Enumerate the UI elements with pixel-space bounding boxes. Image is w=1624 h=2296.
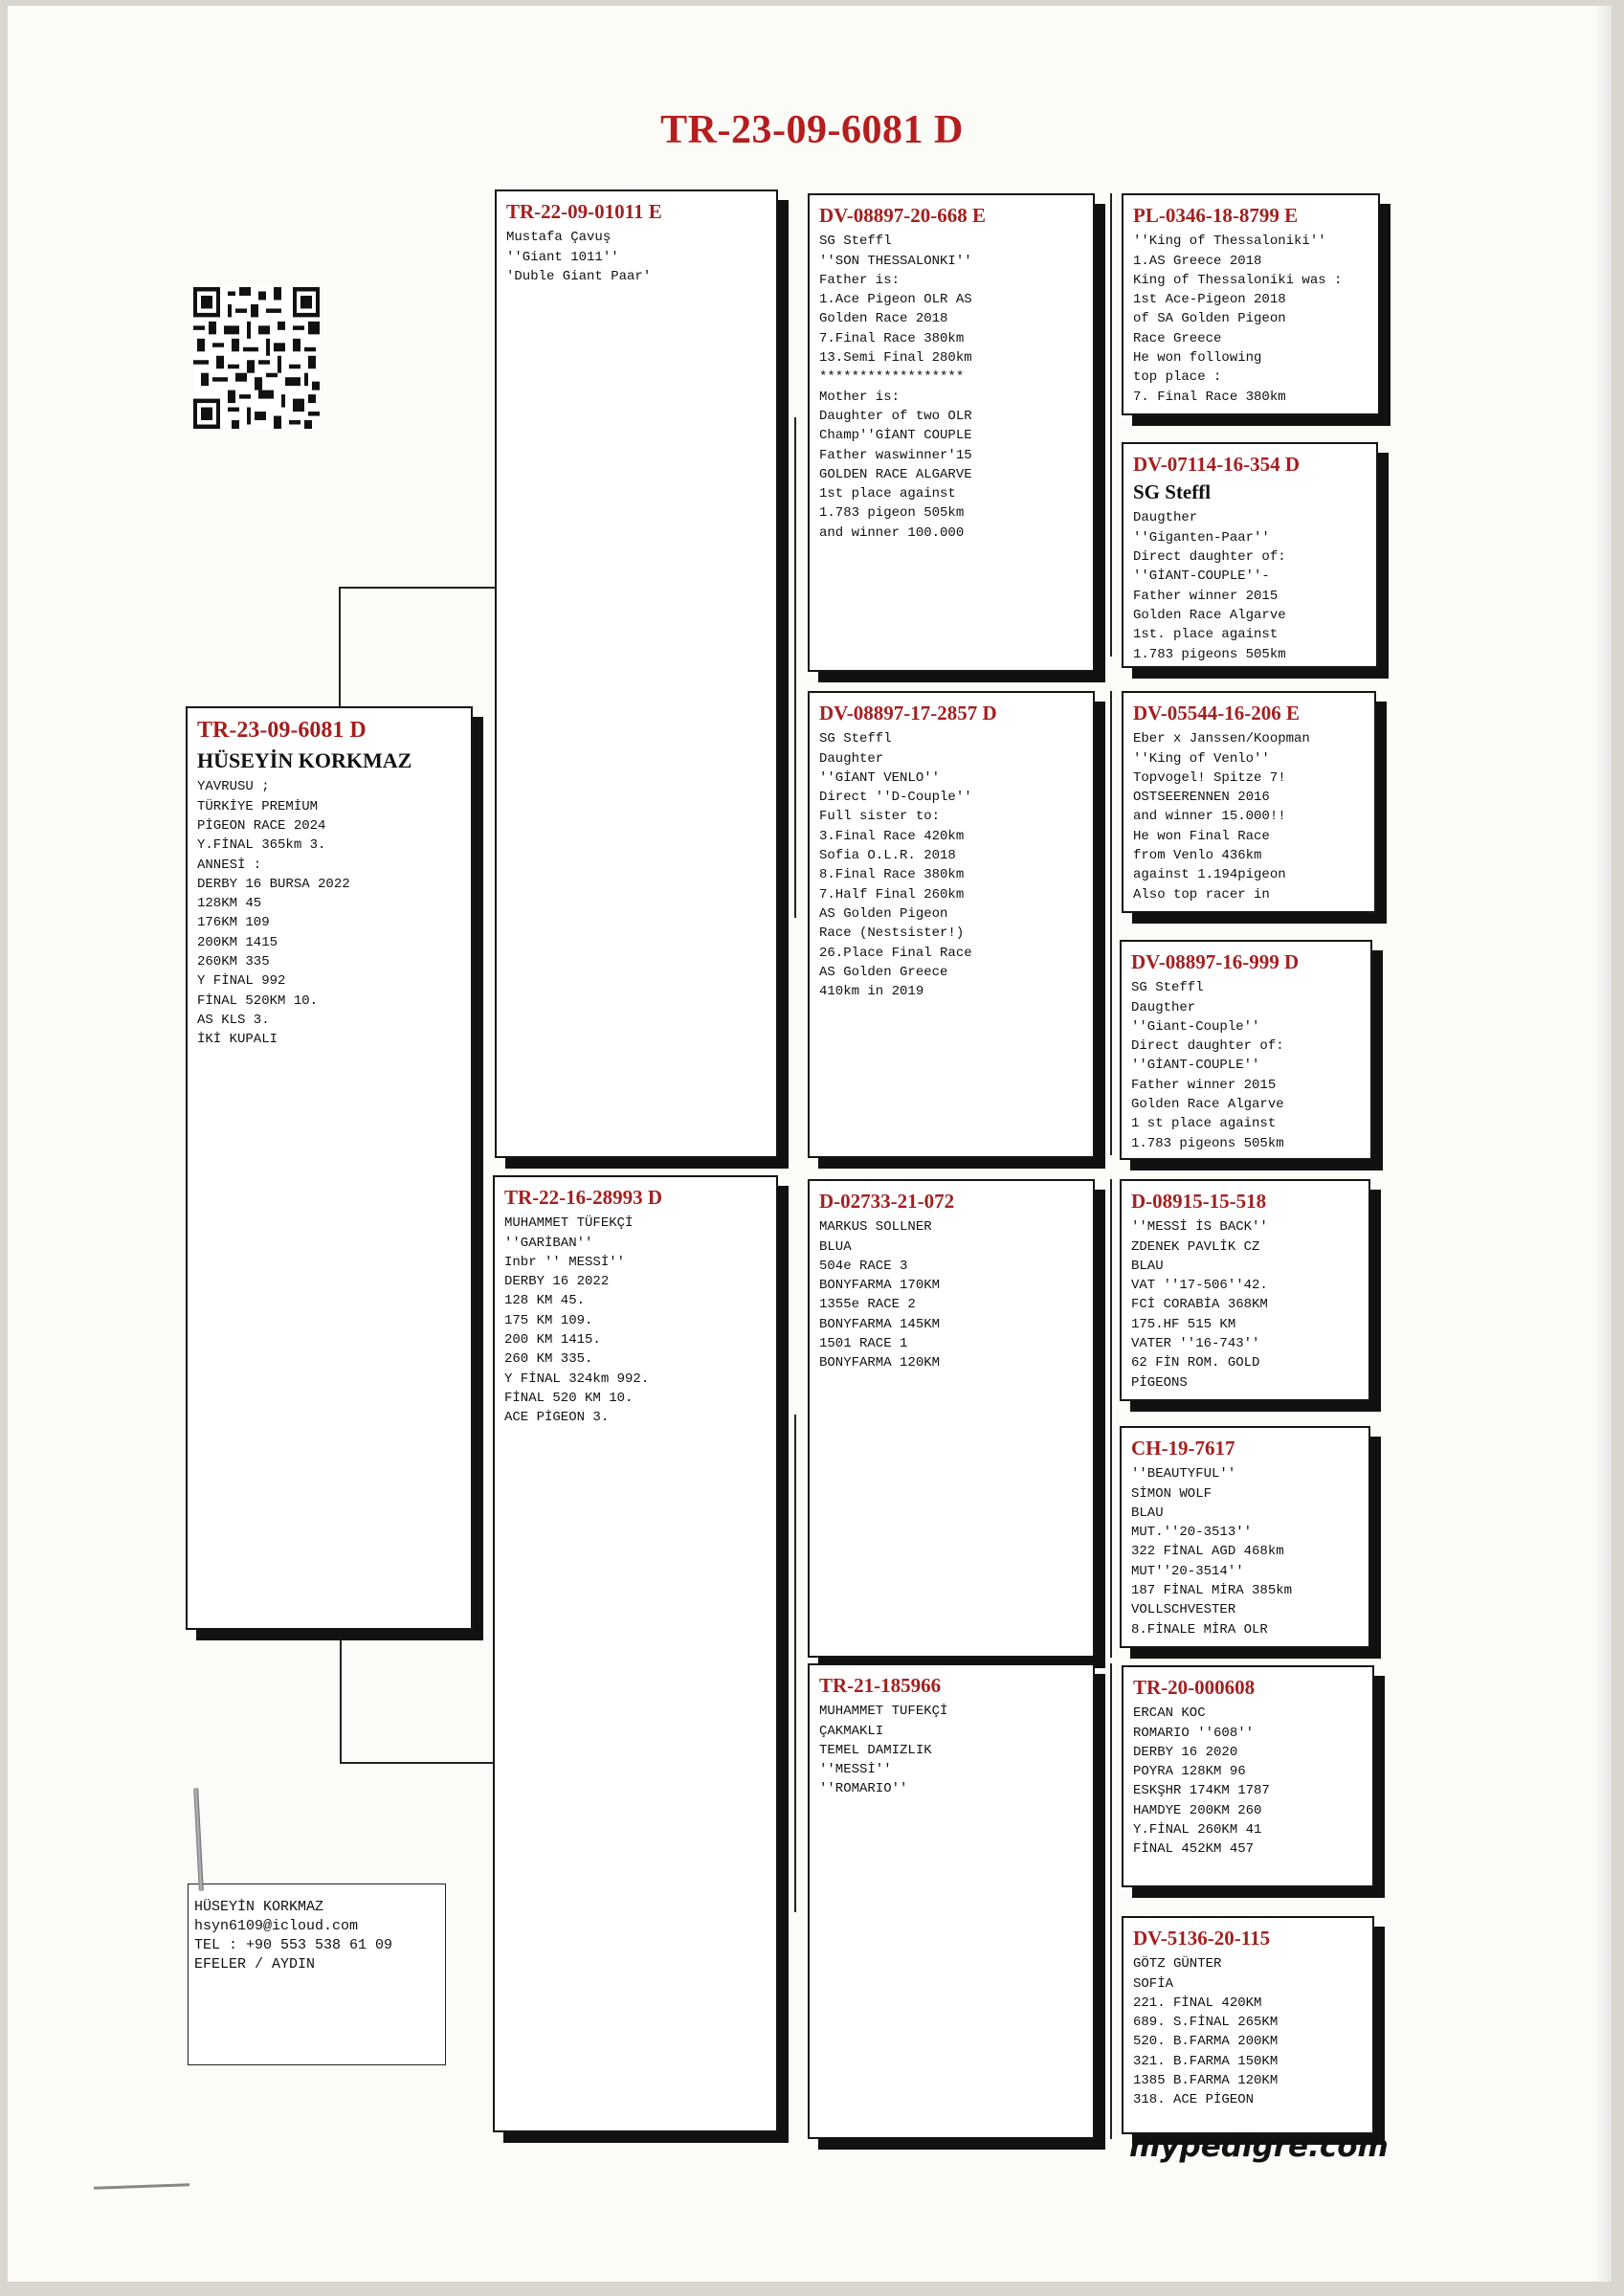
dam-dam-card[interactable] bbox=[808, 1663, 1095, 2139]
info-line: 200 KM 1415. bbox=[504, 1332, 601, 1349]
sss-info bbox=[1133, 232, 1368, 407]
info-line: AS KLS 3. bbox=[197, 1012, 270, 1028]
info-line: DERBY 16 2020 bbox=[1133, 1744, 1238, 1760]
info-line: SG Steffl bbox=[819, 731, 892, 747]
info-line: DERBY 16 2022 bbox=[504, 1274, 610, 1290]
info-line: VATER ''16-743'' bbox=[1131, 1336, 1260, 1352]
info-line: Golden Race 2018 bbox=[819, 311, 948, 327]
info-line: Direct daughter of: bbox=[1131, 1038, 1284, 1055]
info-line: VOLLSCHVESTER bbox=[1131, 1602, 1236, 1618]
info-line: of SA Golden Pigeon bbox=[1133, 311, 1286, 327]
subject-card[interactable] bbox=[186, 706, 473, 1630]
dam-card[interactable] bbox=[493, 1175, 778, 2132]
info-line: hsyn6109@icloud.com bbox=[194, 1918, 359, 1934]
info-line: Also top racer in bbox=[1133, 886, 1270, 903]
dss-ring-number: D-08915-15-518 bbox=[1131, 1190, 1267, 1213]
info-line: and winner 15.000!! bbox=[1133, 809, 1286, 825]
info-line: Mustafa Çavuş bbox=[506, 230, 612, 246]
info-line: BLUA bbox=[819, 1238, 852, 1255]
sire-sire-card[interactable] bbox=[808, 193, 1095, 672]
breeder-contact-card bbox=[188, 1884, 446, 2065]
sire-dam-ring-number: DV-08897-17-2857 D bbox=[819, 702, 997, 724]
connector-subject-sire-v bbox=[339, 587, 341, 706]
info-line: Y FİNAL 992 bbox=[197, 973, 286, 990]
info-line: Race Greece bbox=[1133, 330, 1222, 346]
info-line: 1 st place against bbox=[1131, 1116, 1277, 1132]
sire-info bbox=[506, 228, 767, 286]
connector-dam-v bbox=[794, 1415, 796, 1912]
info-line: VAT ''17-506''42. bbox=[1131, 1278, 1268, 1294]
info-line: FİNAL 520 KM 10. bbox=[504, 1390, 634, 1406]
dam-sire-dam-card[interactable] bbox=[1120, 1426, 1370, 1648]
info-line: BLAU bbox=[1131, 1505, 1164, 1521]
info-line: Champ''GİANT COUPLE bbox=[819, 428, 972, 444]
dam-sire-ring-number: D-02733-21-072 bbox=[819, 1190, 955, 1213]
info-line: Father waswinner'15 bbox=[819, 447, 972, 463]
info-line: PİGEONS bbox=[1131, 1374, 1188, 1391]
info-line: ''MESSİ İS BACK'' bbox=[1131, 1219, 1268, 1236]
info-line: ''GİANT-COUPLE''- bbox=[1133, 568, 1270, 585]
info-line: 7. Final Race 380km bbox=[1133, 389, 1286, 405]
info-line: HÜSEYİN KORKMAZ bbox=[194, 1899, 324, 1915]
info-line: 321. B.FARMA 150KM bbox=[1133, 2053, 1279, 2069]
info-line: SG Steffl bbox=[819, 234, 892, 250]
dam-ring-number: TR-22-16-28993 D bbox=[504, 1186, 663, 1209]
dss-info bbox=[1131, 1217, 1359, 1393]
ddd-ring-number: DV-5136-20-115 bbox=[1133, 1927, 1271, 1950]
sds-info bbox=[1133, 729, 1365, 904]
ssd-info bbox=[1133, 508, 1367, 663]
info-line: ''Giant 1011'' bbox=[506, 249, 619, 265]
info-line: 'Duble Giant Paar' bbox=[506, 268, 652, 284]
info-line: 26.Place Final Race bbox=[819, 945, 972, 961]
info-line: Y.FİNAL 365km 3. bbox=[197, 837, 326, 854]
info-line: ROMARIO ''608'' bbox=[1133, 1725, 1255, 1741]
info-line: TEL : +90 553 538 61 09 bbox=[194, 1937, 393, 1953]
info-line: 260 KM 335. bbox=[504, 1351, 593, 1368]
info-line: ACE PİGEON 3. bbox=[504, 1410, 610, 1426]
info-line: Golden Race Algarve bbox=[1133, 607, 1286, 623]
info-line: 221. FİNAL 420KM bbox=[1133, 1995, 1262, 2011]
info-line: He won Final Race bbox=[1133, 828, 1270, 844]
info-line: ESKŞHR 174KM 1787 bbox=[1133, 1783, 1270, 1799]
info-line: Inbr '' MESSİ'' bbox=[504, 1254, 626, 1270]
dsd-ring-number: CH-19-7617 bbox=[1131, 1437, 1235, 1460]
info-line: OSTSEERENNEN 2016 bbox=[1133, 790, 1270, 806]
sdd-info bbox=[1131, 978, 1361, 1153]
info-line: He won following bbox=[1133, 350, 1262, 367]
connector-subject-sire-h bbox=[339, 587, 495, 589]
info-line: 128KM 45 bbox=[197, 896, 262, 912]
connector-subject-dam-v bbox=[340, 1630, 342, 1763]
sire-sire-ring-number: DV-08897-20-668 E bbox=[819, 204, 987, 227]
dds-ring-number: TR-20-000608 bbox=[1133, 1676, 1256, 1699]
sire-dam-dam-card[interactable] bbox=[1120, 940, 1372, 1160]
info-line: Daughter bbox=[819, 750, 884, 767]
ssd-ring-number: DV-07114-16-354 D bbox=[1133, 453, 1301, 476]
info-line: GÖTZ GÜNTER bbox=[1133, 1956, 1222, 1973]
info-line: ''GİANT VENLO'' bbox=[819, 769, 941, 786]
info-line: GOLDEN RACE ALGARVE bbox=[819, 466, 972, 482]
info-line: 1.783 pigeons 505km bbox=[1133, 646, 1286, 662]
sire-ring-number: TR-22-09-01011 E bbox=[506, 200, 662, 223]
info-line: TEMEL DAMIZLIK bbox=[819, 1742, 932, 1758]
info-line: ''GARİBAN'' bbox=[504, 1235, 593, 1251]
info-line: ''GİANT-COUPLE'' bbox=[1131, 1058, 1260, 1074]
dam-sire-sire-card[interactable] bbox=[1120, 1179, 1370, 1401]
info-line: 689. S.FİNAL 265KM bbox=[1133, 2015, 1279, 2031]
info-line: Direct ''D-Couple'' bbox=[819, 790, 972, 806]
info-line: 318. ACE PİGEON bbox=[1133, 2092, 1255, 2108]
info-line: ''King of Thessaloniki'' bbox=[1133, 234, 1326, 250]
info-line: 1.783 pigeon 505km bbox=[819, 505, 965, 522]
dam-info bbox=[504, 1214, 767, 1427]
info-line: SG Steffl bbox=[1131, 980, 1204, 996]
dds-info bbox=[1133, 1704, 1363, 1859]
info-line: ''King of Venlo'' bbox=[1133, 750, 1270, 767]
info-line: BONYFARMA 170KM bbox=[819, 1278, 941, 1294]
sire-dam-info bbox=[819, 729, 1083, 1001]
dam-dam-sire-card[interactable] bbox=[1122, 1665, 1374, 1887]
info-line: Eber x Janssen/Koopman bbox=[1133, 731, 1310, 747]
sdd-ring-number: DV-08897-16-999 D bbox=[1131, 950, 1300, 973]
info-line: MUT''20-3514'' bbox=[1131, 1563, 1244, 1579]
info-line: AS Golden Greece bbox=[819, 964, 948, 980]
info-line: Father winner 2015 bbox=[1131, 1077, 1277, 1093]
info-line: Topvogel! Spitze 7! bbox=[1133, 769, 1286, 786]
info-line: 1st place against bbox=[819, 486, 956, 502]
info-line: top place : bbox=[1133, 369, 1222, 386]
info-line: Mother is: bbox=[819, 389, 901, 405]
info-line: 187 FİNAL MİRA 385km bbox=[1131, 1583, 1293, 1599]
dam-sire-card[interactable] bbox=[808, 1179, 1095, 1658]
info-line: SİMON WOLF bbox=[1131, 1485, 1212, 1502]
info-line: ****************** bbox=[819, 369, 965, 386]
connector-dd-v bbox=[1110, 1663, 1112, 2139]
info-line: 175.HF 515 KM bbox=[1131, 1316, 1236, 1332]
info-line: 1355e RACE 2 bbox=[819, 1297, 916, 1313]
info-line: FİNAL 452KM 457 bbox=[1133, 1841, 1255, 1858]
ssd-owner: SG Steffl bbox=[1133, 480, 1212, 504]
sds-ring-number: DV-05544-16-206 E bbox=[1133, 702, 1301, 724]
sire-sire-info bbox=[819, 232, 1083, 543]
info-line: Daughter of two OLR bbox=[819, 408, 972, 424]
info-line: 13.Semi Final 280km bbox=[819, 350, 972, 367]
connector-ds-v bbox=[1110, 1179, 1112, 1658]
info-line: ÇAKMAKLI bbox=[819, 1723, 884, 1739]
info-line: MUHAMMET TUFEKÇİ bbox=[819, 1704, 948, 1720]
info-line: Direct daughter of: bbox=[1133, 549, 1286, 566]
ddd-info bbox=[1133, 1954, 1363, 2109]
info-line: ''SON THESSALONKI'' bbox=[819, 253, 972, 269]
info-line: 7.Half Final 260km bbox=[819, 886, 965, 903]
info-line: Father is: bbox=[819, 272, 901, 288]
info-line: 62 FİN ROM. GOLD bbox=[1131, 1355, 1260, 1371]
sire-card[interactable] bbox=[495, 189, 778, 1158]
info-line: 322 FİNAL AGD 468km bbox=[1131, 1544, 1284, 1560]
connector-sd-v bbox=[1110, 691, 1112, 1155]
info-line: Daugther bbox=[1133, 510, 1198, 526]
info-line: ZDENEK PAVLİK CZ bbox=[1131, 1238, 1260, 1255]
info-line: 1385 B.FARMA 120KM bbox=[1133, 2073, 1279, 2089]
info-line: 1501 RACE 1 bbox=[819, 1336, 908, 1352]
info-line: 520. B.FARMA 200KM bbox=[1133, 2034, 1279, 2050]
info-line: Father winner 2015 bbox=[1133, 588, 1279, 604]
info-line: from Venlo 436km bbox=[1133, 848, 1262, 864]
connector-ss-v bbox=[1110, 193, 1112, 657]
info-line: 8.Final Race 380km bbox=[819, 867, 965, 883]
info-line: DERBY 16 BURSA 2022 bbox=[197, 876, 350, 892]
info-line: Y FİNAL 324km 992. bbox=[504, 1371, 650, 1387]
sss-ring-number: PL-0346-18-8799 E bbox=[1133, 204, 1299, 227]
info-line: Daugther bbox=[1131, 999, 1196, 1015]
page-title: TR-23-09-6081 D bbox=[660, 108, 964, 152]
dam-dam-dam-card[interactable] bbox=[1122, 1916, 1374, 2134]
qr-code[interactable] bbox=[193, 287, 320, 429]
info-line: 7.Final Race 380km bbox=[819, 330, 965, 346]
dam-dam-ring-number: TR-21-185966 bbox=[819, 1674, 942, 1697]
info-line: 260KM 335 bbox=[197, 954, 270, 970]
info-line: 8.FİNALE MİRA OLR bbox=[1131, 1621, 1268, 1638]
info-line: ''MESSİ'' bbox=[819, 1762, 892, 1778]
subject-owner: HÜSEYİN KORKMAZ bbox=[197, 748, 412, 772]
info-line: ERCAN KOC bbox=[1133, 1705, 1206, 1722]
info-line: FİNAL 520KM 10. bbox=[197, 992, 319, 1009]
info-line: 1.AS Greece 2018 bbox=[1133, 253, 1262, 269]
info-line: BONYFARMA 145KM bbox=[819, 1316, 941, 1332]
dsd-info bbox=[1131, 1464, 1359, 1639]
info-line: EFELER / AYDIN bbox=[194, 1956, 316, 1973]
dam-sire-info bbox=[819, 1217, 1083, 1372]
info-line: 1st. place against bbox=[1133, 627, 1279, 643]
info-line: BLAU bbox=[1131, 1258, 1164, 1274]
info-line: İKİ KUPALI bbox=[197, 1032, 278, 1048]
connector-sire-v bbox=[794, 417, 796, 918]
info-line: 176KM 109 bbox=[197, 915, 270, 931]
info-line: and winner 100.000 bbox=[819, 524, 965, 541]
info-line: HAMDYE 200KM 260 bbox=[1133, 1802, 1262, 1818]
info-line: ''Giganten-Paar'' bbox=[1133, 529, 1270, 546]
connector-subject-dam-h bbox=[340, 1762, 493, 1764]
info-line: Sofia O.L.R. 2018 bbox=[819, 848, 956, 864]
info-line: PİGEON RACE 2024 bbox=[197, 817, 326, 834]
info-line: 504e RACE 3 bbox=[819, 1258, 908, 1274]
info-line: MARKUS SOLLNER bbox=[819, 1219, 932, 1236]
info-line: POYRA 128KM 96 bbox=[1133, 1764, 1246, 1780]
info-line: AS Golden Pigeon bbox=[819, 905, 948, 922]
info-line: Full sister to: bbox=[819, 809, 941, 825]
info-line: MUHAMMET TÜFEKÇİ bbox=[504, 1215, 634, 1232]
info-line: 1st Ace-Pigeon 2018 bbox=[1133, 292, 1286, 308]
info-line: ANNESİ : bbox=[197, 857, 262, 873]
info-line: against 1.194pigeon bbox=[1133, 867, 1286, 883]
info-line: 175 KM 109. bbox=[504, 1312, 593, 1328]
info-line: TÜRKİYE PREMİUM bbox=[197, 798, 319, 814]
info-line: ''BEAUTYFUL'' bbox=[1131, 1466, 1236, 1482]
info-line: YAVRUSU ; bbox=[197, 779, 270, 795]
info-line: King of Thessaloniki was : bbox=[1133, 272, 1343, 288]
subject-info bbox=[197, 777, 461, 1049]
info-line: 200KM 1415 bbox=[197, 934, 278, 950]
sire-dam-sire-card[interactable] bbox=[1122, 691, 1376, 913]
sire-sire-dam-card[interactable] bbox=[1122, 442, 1378, 668]
subject-ring-number: TR-23-09-6081 D bbox=[197, 718, 367, 743]
info-line: FCİ CORABİA 368KM bbox=[1131, 1297, 1268, 1313]
dam-dam-info bbox=[819, 1702, 1083, 1798]
info-line: 128 KM 45. bbox=[504, 1293, 586, 1309]
brand-logo-text: mypedigre.com bbox=[1129, 2129, 1389, 2164]
sheet-edge bbox=[1594, 6, 1612, 2282]
info-line: Y.FİNAL 260KM 41 bbox=[1133, 1822, 1262, 1839]
sire-dam-card[interactable] bbox=[808, 691, 1095, 1158]
info-line: MUT.''20-3513'' bbox=[1131, 1525, 1253, 1541]
info-line: 410km in 2019 bbox=[819, 984, 924, 1000]
info-line: BONYFARMA 120KM bbox=[819, 1355, 941, 1371]
info-line: SOFİA bbox=[1133, 1975, 1174, 1992]
info-line: 3.Final Race 420km bbox=[819, 828, 965, 844]
info-line: Race (Nestsister!) bbox=[819, 925, 965, 942]
info-line: ''ROMARIO'' bbox=[819, 1781, 908, 1797]
info-line: 1.783 pigeons 505km bbox=[1131, 1135, 1284, 1151]
info-line: Golden Race Algarve bbox=[1131, 1097, 1284, 1113]
sire-sire-sire-card[interactable] bbox=[1122, 193, 1380, 415]
info-line: 1.Ace Pigeon OLR AS bbox=[819, 292, 972, 308]
info-line: ''Giant-Couple'' bbox=[1131, 1018, 1260, 1035]
